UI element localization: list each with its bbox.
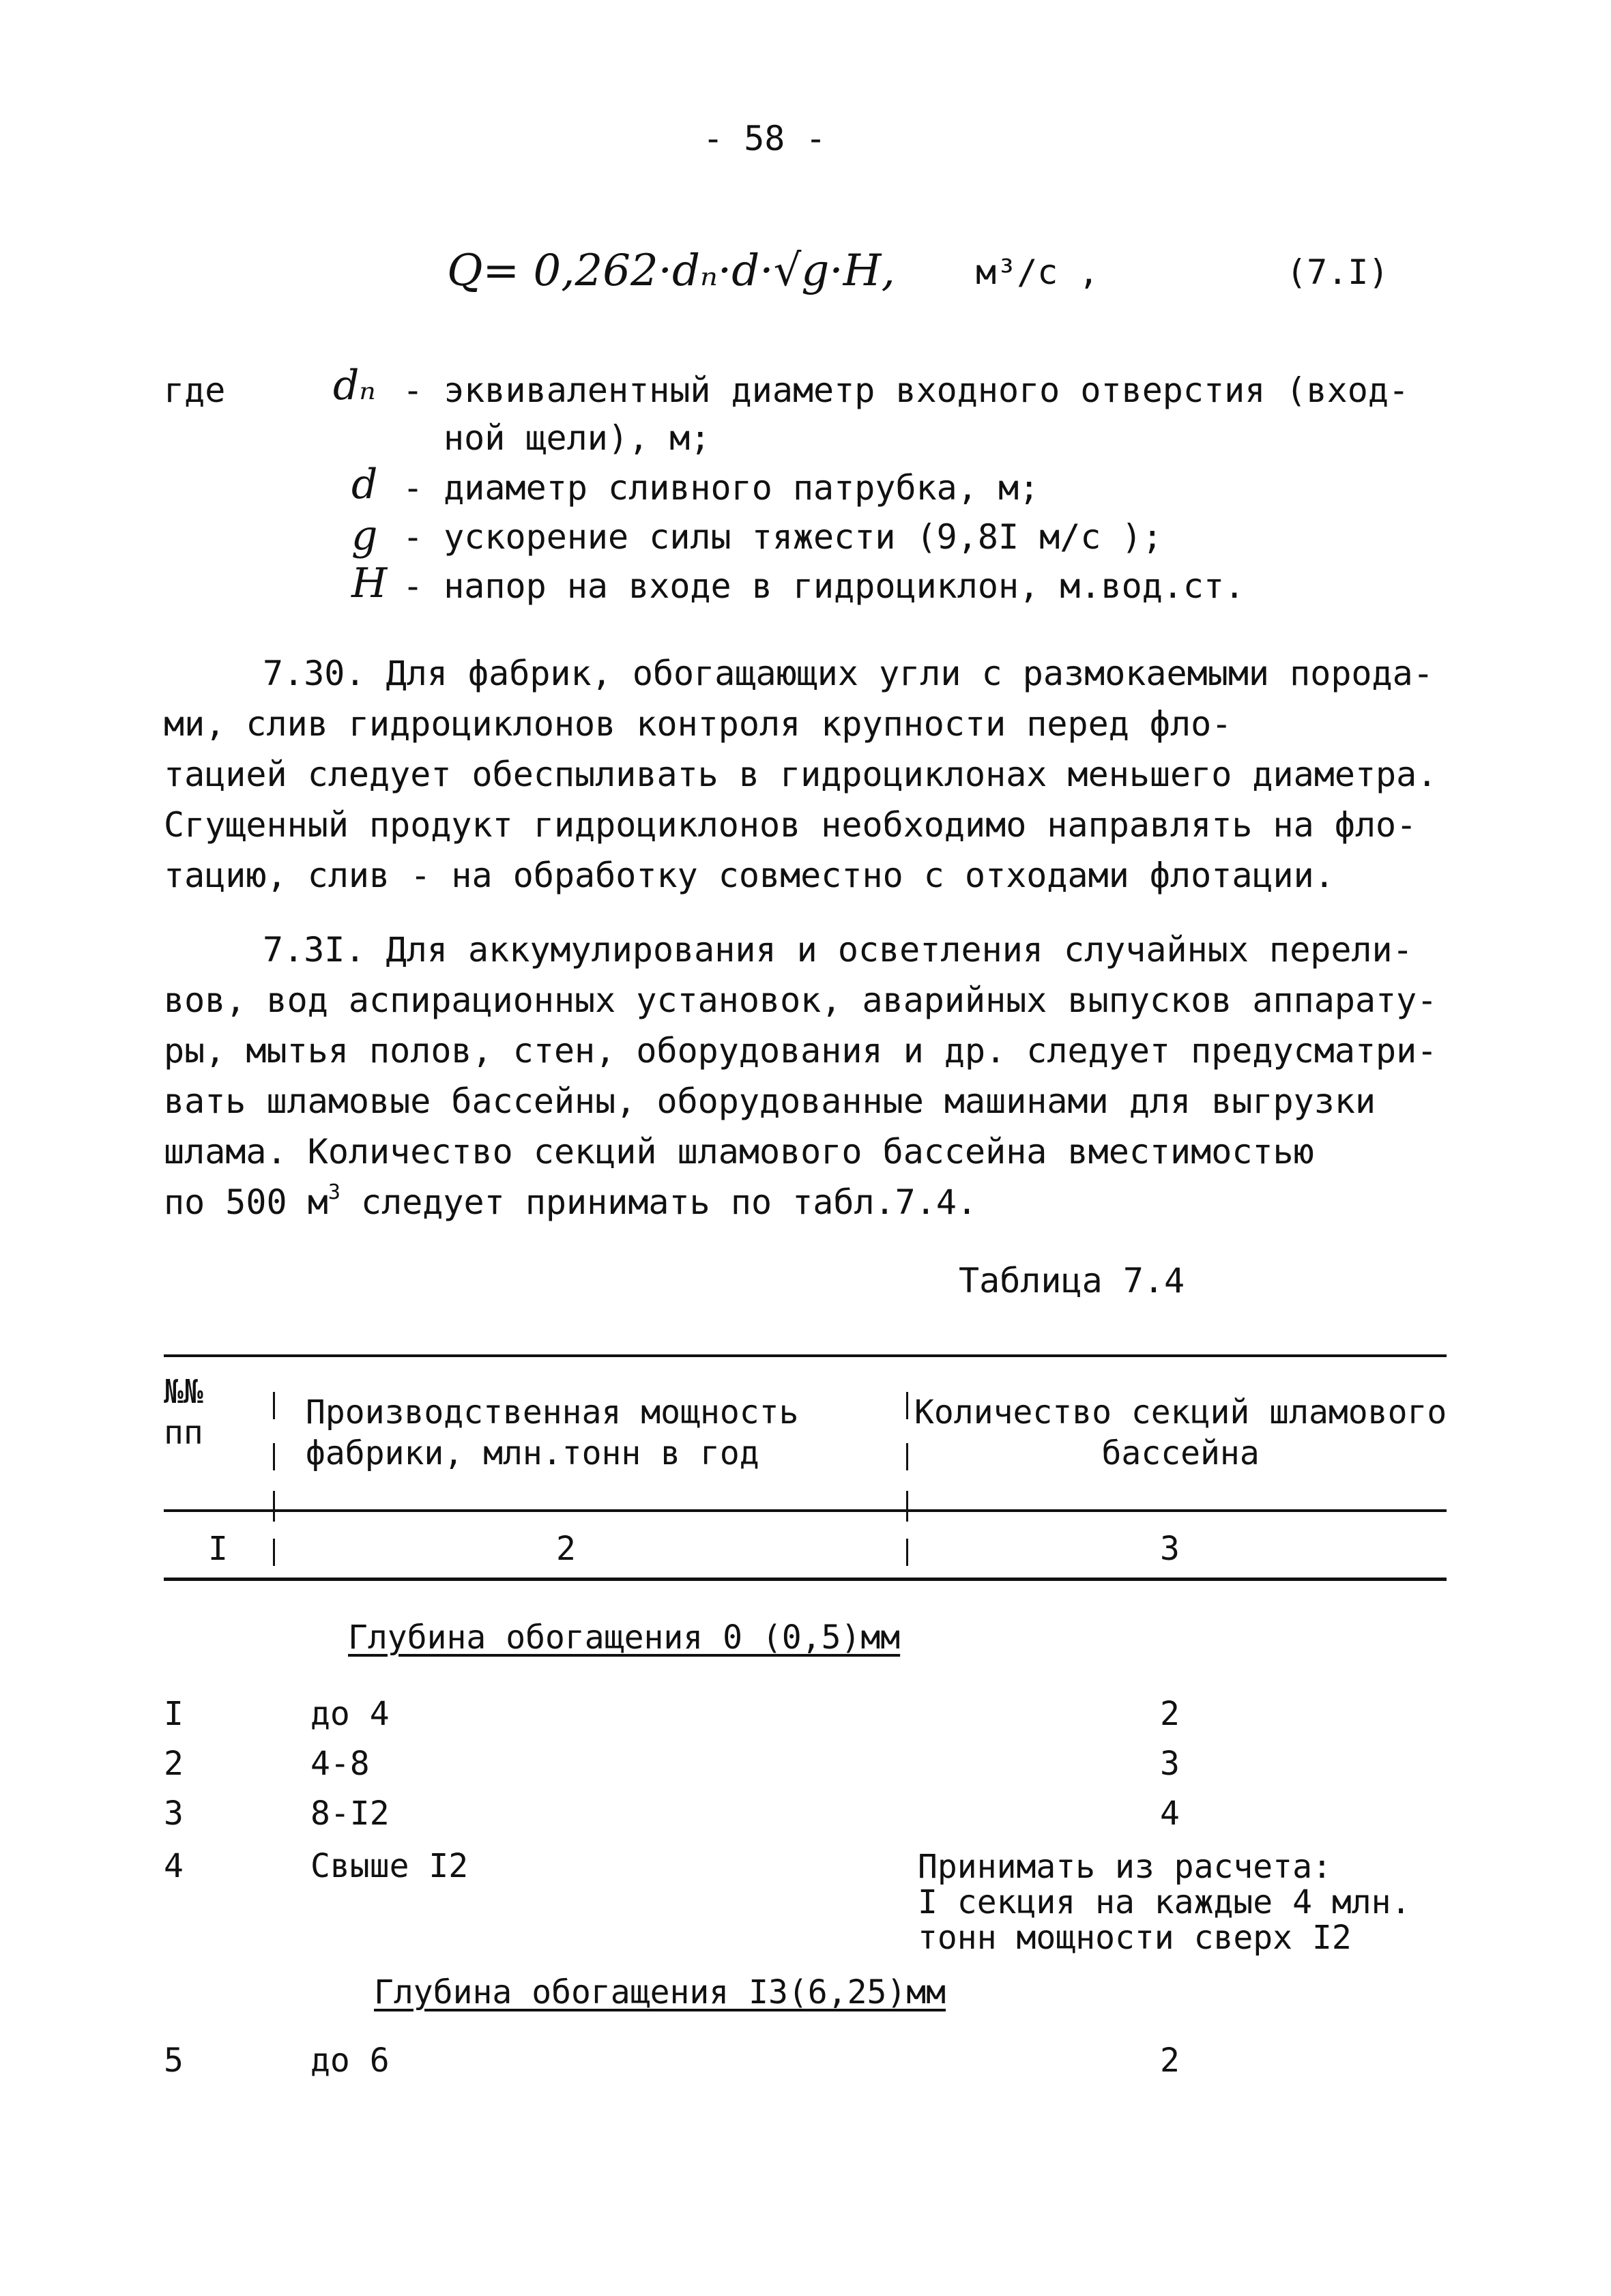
table-header-sections: Количество секций шламового бассейна [914, 1393, 1447, 1472]
table-header-rule [164, 1509, 1447, 1512]
paragraph-line: ры, мытья полов, стен, оборудования и др. следует предусматри- [164, 1031, 1438, 1071]
group-title: Глубина обогащения I3(6,25)мм [374, 1973, 946, 2011]
legend-symbol-g: g [351, 512, 378, 560]
column-number-3: 3 [1160, 1530, 1180, 1568]
table-row-sections: 2 [1160, 1695, 1180, 1733]
paragraph-line: тацией следует обеспыливать в гидроциклонах меньшего диаметра. [164, 755, 1438, 794]
table-row-number: I [164, 1695, 184, 1733]
column-separator [273, 1539, 275, 1566]
table-numbering-rule [164, 1578, 1447, 1581]
paragraph-line: вов, вод аспирационных установок, аварийных выпусков аппарату- [164, 980, 1438, 1020]
column-separator [273, 1392, 275, 1419]
paragraph-line: ми, слив гидроциклонов контроля крупности перед фло- [164, 704, 1232, 744]
paragraph-line: шлама. Количество секций шламового бассейна вместимостью [164, 1132, 1314, 1172]
column-separator [906, 1539, 908, 1566]
column-number-2: 2 [556, 1530, 576, 1568]
table-top-rule [164, 1354, 1447, 1357]
legend-symbol-d: d [351, 461, 378, 508]
paragraph-line: по 500 $м^3$ следует принимать по табл.7.4. [164, 1180, 978, 1222]
column-separator [906, 1392, 908, 1419]
table-row-sections: 2 [1160, 2041, 1180, 2080]
table-row-capacity: до 6 [310, 2041, 390, 2080]
column-number-1: I [208, 1530, 228, 1568]
formula-expression: Q= 0,262·dₙ·d·√g·H, [447, 246, 895, 296]
table-row-capacity: Свыше I2 [310, 1847, 469, 1885]
table-row-capacity: 4-8 [310, 1745, 370, 1783]
column-separator [273, 1443, 275, 1470]
page-number: - 58 - [703, 119, 826, 158]
table-row-capacity: 8-I2 [310, 1794, 390, 1833]
legend-text-dn: - эквивалентный диаметр входного отверстия (вход- [403, 370, 1410, 410]
formula-number: (7.I) [1286, 252, 1389, 292]
legend-text-dn-cont: ной щели), м; [444, 418, 711, 458]
legend-where: где [164, 370, 226, 410]
paragraph-line: Сгущенный продукт гидроциклонов необходимо направлять на фло- [164, 805, 1417, 845]
table-row-number: 3 [164, 1794, 184, 1833]
table-header-number: №№ пп [164, 1373, 203, 1452]
formula-unit: м³/с , [976, 252, 1099, 292]
legend-text-d: - диаметр сливного патрубка, м; [403, 468, 1040, 508]
legend-text-h: - напор на входе в гидроциклон, м.вод.ст. [403, 566, 1245, 606]
section-7-31 [164, 925, 1437, 1227]
paragraph-line: 7.3I. Для аккумулирования и осветления случайных перели- [263, 930, 1413, 970]
table-row-capacity: до 4 [310, 1695, 390, 1733]
column-separator [906, 1491, 908, 1522]
legend-symbol-h: H [351, 560, 388, 607]
table-row-sections: Принимать из расчета: I секция на каждые 4 млн. тонн мощности сверх I2 [918, 1848, 1411, 1957]
table-row-number: 5 [164, 2041, 184, 2080]
table-caption: Таблица 7.4 [959, 1261, 1185, 1300]
table-row-number: 2 [164, 1745, 184, 1783]
paragraph-line: 7.30. Для фабрик, обогащающих угли с размокаемыми порода- [263, 654, 1434, 693]
column-separator [906, 1443, 908, 1470]
table-row-sections: 4 [1160, 1794, 1180, 1833]
table-header-capacity: Производственная мощность фабрики, млн.тонн в год [306, 1393, 799, 1472]
legend-symbol-dn: dₙ [333, 362, 376, 409]
column-separator [273, 1491, 275, 1522]
section-7-30 [164, 648, 1437, 901]
table-row-sections: 3 [1160, 1745, 1180, 1783]
legend-text-g: - ускорение силы тяжести (9,8I м/с ); [403, 517, 1163, 557]
paragraph-line: тацию, слив - на обработку совместно с отходами флотации. [164, 856, 1335, 895]
group-title: Глубина обогащения 0 (0,5)мм [348, 1618, 901, 1657]
table-row-number: 4 [164, 1847, 184, 1885]
paragraph-line: вать шламовые бассейны, оборудованные машинами для выгрузки [164, 1081, 1376, 1121]
